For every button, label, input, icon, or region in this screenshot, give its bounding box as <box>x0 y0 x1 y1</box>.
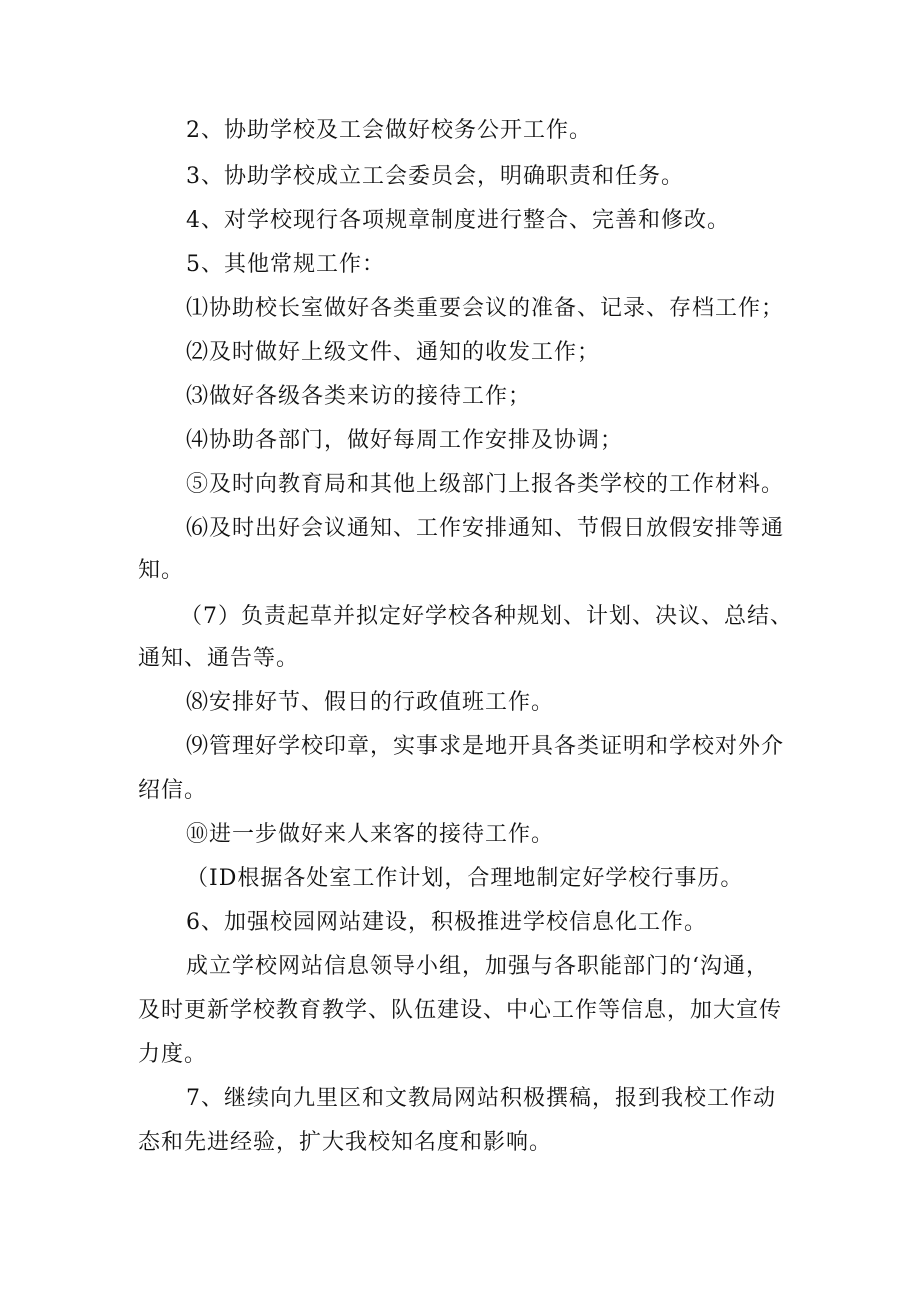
paragraph-2: 2、协助学校及工会做好校务公开工作。 <box>186 118 592 143</box>
paragraph-7-line-2: 态和先进经验，扩大我校知名度和影响。 <box>138 1130 553 1155</box>
sub-item-1: ⑴协助校长室做好各类重要会议的准备、记录、存档工作； <box>186 296 785 321</box>
paragraph-4: 4、对学校现行各项规章制度进行整合、完善和修改。 <box>186 208 730 233</box>
sub-item-2: ⑵及时做好上级文件、通知的收发工作； <box>186 340 601 365</box>
sub-item-3: ⑶做好各级各类来访的接待工作； <box>186 384 532 409</box>
paragraph-7-line-1: 7、继续向九里区和文教局网站积极撰稿，报到我校工作动 <box>186 1086 776 1111</box>
paragraph-6-body-line-2: 及时更新学校教育教学、队伍建设、中心工作等信息，加大宣传 <box>138 998 783 1023</box>
paragraph-6-body-line-3: 力度。 <box>138 1042 208 1067</box>
sub-item-7-line-2: 通知、通告等。 <box>138 646 300 671</box>
sub-item-6-line-1: ⑹及时出好会议通知、工作安排通知、节假日放假安排等通 <box>186 516 785 541</box>
sub-item-8: ⑻安排好节、假日的行政值班工作。 <box>186 690 555 715</box>
sub-item-7-line-1: （7）负责起草并拟定好学校各种规划、计划、决议、总结、 <box>180 604 793 629</box>
sub-item-11: （ID根据各处室工作计划，合理地制定好学校行事历。 <box>186 866 744 891</box>
sub-item-4: ⑷协助各部门，做好每周工作安排及协调； <box>186 428 624 453</box>
paragraph-6-body-line-1: 成立学校网站信息领导小组，加强与各职能部门的‘沟通， <box>186 954 769 979</box>
sub-item-9-line-2: 绍信。 <box>138 778 208 803</box>
paragraph-3: 3、协助学校成立工会委员会，明确职责和任务。 <box>186 164 684 189</box>
paragraph-5: 5、其他常规工作： <box>186 252 385 277</box>
sub-item-6-line-2: 知。 <box>138 558 185 583</box>
sub-item-9-line-1: ⑼管理好学校印章，实事求是地开具各类证明和学校对外介 <box>186 734 785 759</box>
sub-item-5: ⑤及时向教育局和其他上级部门上报各类学校的工作材料。 <box>186 472 785 497</box>
paragraph-6: 6、加强校园网站建设，积极推进学校信息化工作。 <box>186 910 707 935</box>
sub-item-10: ⑩进一步做好来人来客的接待工作。 <box>186 822 555 847</box>
